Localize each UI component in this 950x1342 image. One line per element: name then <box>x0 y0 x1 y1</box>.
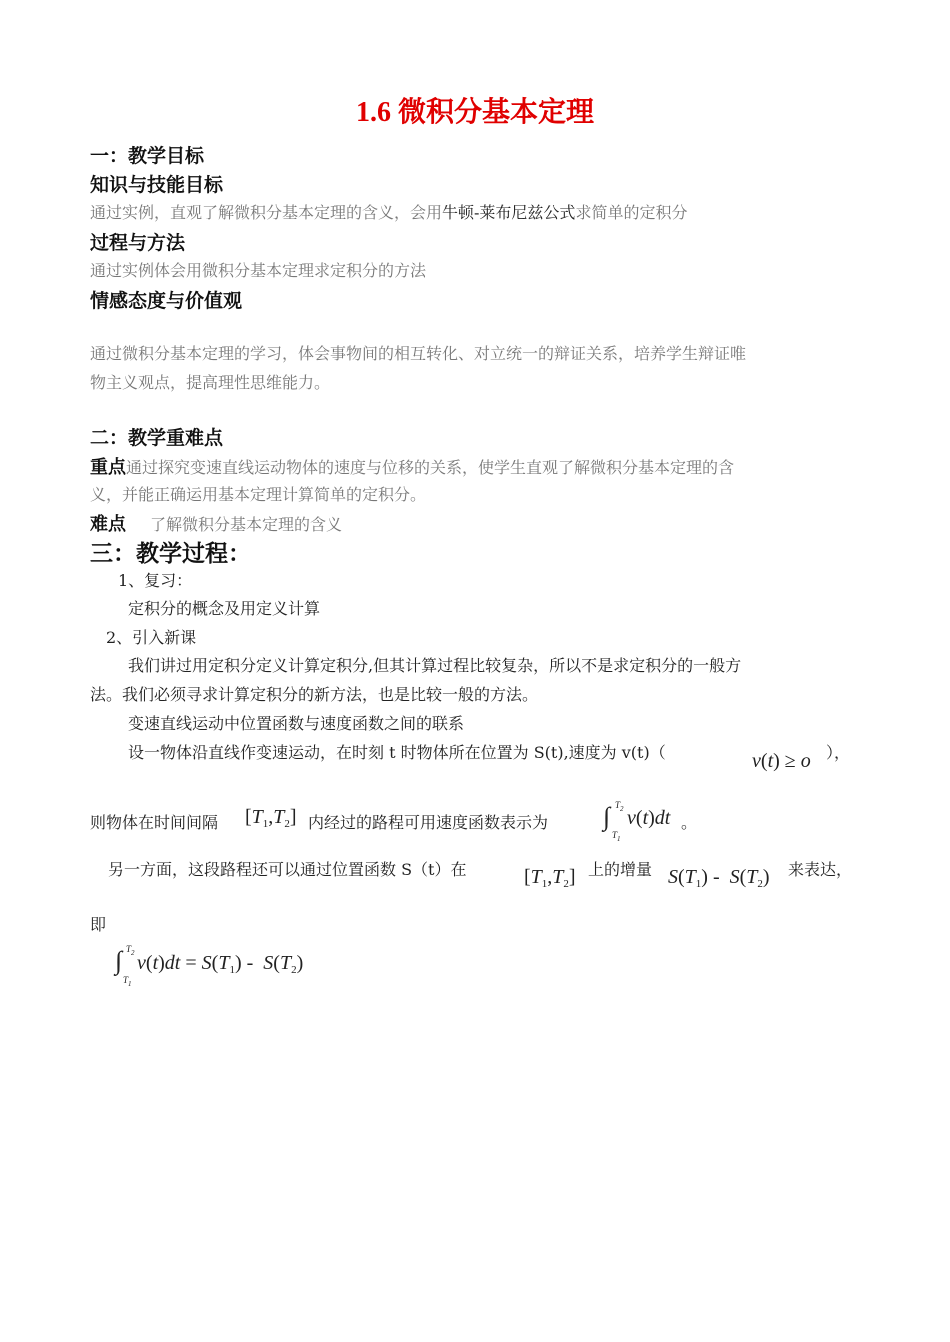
paragraph5-text-c: 来表达， <box>788 860 853 879</box>
process-text: 通过实例体会用微积分基本定理求定积分的方法 <box>90 261 427 280</box>
review-label: 1、复习： <box>118 571 193 590</box>
formula-integral-velocity: ∫ $T_2$ $T_1$ v(t)dt <box>603 800 671 843</box>
document-title: 1.6 微积分基本定理 <box>355 97 594 128</box>
paragraph4-text-c: 。 <box>681 813 698 832</box>
subheading-emotion: 情感态度与价值观 <box>90 290 243 312</box>
paragraph1-line1: 我们讲过用定积分定义计算定积分,但其计算过程比较复杂，所以不是求定积分的一般方 <box>128 656 742 675</box>
difficult-point-text: 了解微积分基本定理的含义 <box>150 515 343 534</box>
formula-fundamental-theorem: ∫ $T_2$ $T_1$ $v(t)dt = S(T_1) - S(T_2)$ <box>115 944 304 988</box>
formula-increment: $S(T_1) - S(T_2)$ <box>668 866 770 890</box>
paragraph5-text-b: 上的增量 <box>588 860 653 879</box>
key-point-line2: 义，并能正确运用基本定理计算简单的定积分。 <box>90 485 427 504</box>
subheading-process: 过程与方法 <box>90 232 186 254</box>
intro-label: 2、引入新课 <box>106 628 197 647</box>
paragraph3-text-b: ）， <box>826 743 851 762</box>
paragraph4-text-b: 内经过的路程可用速度函数表示为 <box>308 813 549 832</box>
knowledge-text-formula: 牛顿-莱布尼兹公式 <box>442 203 576 222</box>
paragraph4-text-a: 则物体在时间间隔 <box>90 813 219 832</box>
formula-velocity-nonneg: v(t) ≥ o <box>752 750 811 772</box>
paragraph6-text: 即 <box>90 915 107 934</box>
emotion-text-line2: 物主义观点，提高理性思维能力。 <box>90 373 331 392</box>
emotion-text-line1: 通过微积分基本定理的学习，体会事物间的相互转化、对立统一的辩证关系，培养学生辩证唯 <box>90 344 747 363</box>
review-text: 定积分的概念及用定义计算 <box>128 599 321 618</box>
knowledge-text <box>90 200 687 223</box>
formula-interval-1: $[T_1,T_2]$ <box>245 806 297 830</box>
section-heading-keypoints: 二：教学重难点 <box>90 427 224 449</box>
knowledge-text-a: 通过实例，直观了解微积分基本定理的含义，会用 <box>90 203 443 222</box>
difficult-point-line <box>90 510 342 536</box>
paragraph1-line2: 法。我们必须寻求计算定积分的新方法，也是比较一般的方法。 <box>90 685 539 704</box>
subheading-knowledge: 知识与技能目标 <box>90 174 224 196</box>
difficult-point-label: 难点 <box>90 514 126 535</box>
paragraph5-text-a: 另一方面，这段路程还可以通过位置函数 S（t）在 <box>108 860 467 879</box>
key-point-label: 重点 <box>90 457 126 478</box>
paragraph2: 变速直线运动中位置函数与速度函数之间的联系 <box>128 714 465 733</box>
key-point-line1 <box>90 453 734 479</box>
formula-interval-2: $[T_1,T_2]$ <box>524 866 576 890</box>
section-heading-objectives: 一：教学目标 <box>90 145 205 167</box>
knowledge-text-c: 求简单的定积分 <box>575 203 688 222</box>
paragraph3-text-a: 设一物体沿直线作变速运动，在时刻 t 时物体所在位置为 S(t),速度为 v(t)（ <box>128 743 666 762</box>
section-heading-process: 三：教学过程： <box>90 541 251 567</box>
key-point-text: 通过探究变速直线运动物体的速度与位移的关系，使学生直观了解微积分基本定理的含 <box>126 458 735 477</box>
